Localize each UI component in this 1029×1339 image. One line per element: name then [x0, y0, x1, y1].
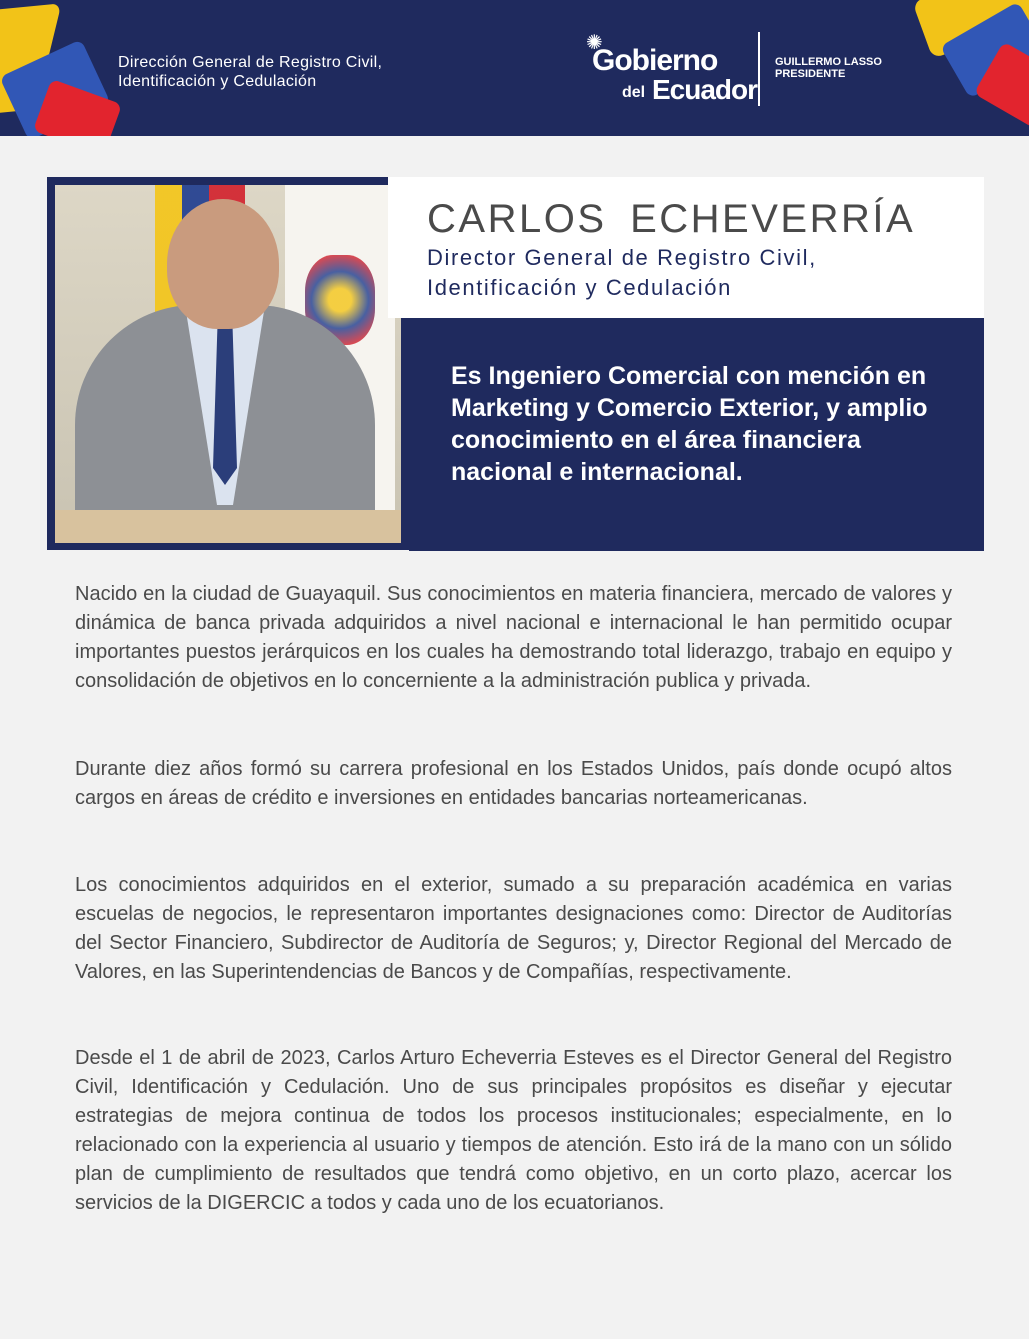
bio-paragraph-1: Nacido en la ciudad de Guayaquil. Sus conocimientos en materia financiera, mercado de valores y dinámica de banca privada adquiridos a nivel nacional e internacional le han permitido ocupar importantes puestos jerárquicos en los cuales ha demostrando total liderazgo, trabajo en equipo y consolidación de objetivos en lo concerniente a la administración publica y privada.	[75, 583, 952, 692]
bio-paragraph-2: Durante diez años formó su carrera profesional en los Estados Unidos, país donde ocupó altos cargos en áreas de crédito e inversiones en entidades bancarias norteamericanas.	[75, 758, 952, 809]
institution-name	[118, 53, 382, 91]
person-head	[167, 199, 279, 329]
role-line-1: Director General de Registro Civil,	[427, 245, 817, 270]
person-name: CARLOS ECHEVERRÍA	[427, 197, 916, 241]
logo-line-2-small: del	[622, 84, 646, 101]
bio-paragraph-4: Desde el 1 de abril de 2023, Carlos Arturo Echeverria Esteves es el Director General del Registro Civil, Identificación y Cedulación. Uno de sus principales propósitos es diseñar y ejecutar estrategias de mejora continua de todos los procesos institucionales; especialmente, en lo relacionado con la experiencia al usuario y tiempos de atención. Esto irá de la mano con un sólido plan de cumplimiento de resultados que tendrá como objetivo, en un corto plazo, acercar los servicios de la DIGERCIC a todos y cada uno de los ecuatorianos.	[75, 1047, 952, 1214]
header-banner	[0, 0, 1029, 136]
portrait-frame	[47, 177, 409, 550]
logo-line-1: Gobierno	[592, 44, 718, 77]
desk	[55, 510, 401, 543]
president-name: GUILLERMO LASSO	[775, 56, 882, 68]
institution-line-1: Dirección General de Registro Civil,	[118, 54, 383, 71]
president-title: PRESIDENTE	[775, 68, 846, 80]
role-line-2: Identificación y Cedulación	[427, 275, 732, 300]
summary-text: Es Ingeniero Comercial con mención en Marketing y Comercio Exterior, y amplio conocimiento en el área financiera nacional e internacional.	[451, 362, 928, 486]
president-label	[775, 56, 882, 80]
logo-line-2: Ecuador	[652, 74, 758, 105]
person-role	[427, 243, 967, 303]
logo-divider	[758, 32, 760, 106]
sun-icon: ✺	[586, 32, 603, 54]
portrait-photo	[55, 185, 401, 543]
institution-line-2: Identificación y Cedulación	[118, 73, 317, 90]
bio-paragraph-3: Los conocimientos adquiridos en el exterior, sumado a su preparación académica en varias escuelas de negocios, le representaron importantes designaciones como: Director de Auditorías del Sector Financiero, Subdirector de Auditoría de Seguros; y, Director Regional del Mercado de Valores, en las Superintendencias de Bancos y de Compañías, respectivamente.	[75, 874, 952, 983]
